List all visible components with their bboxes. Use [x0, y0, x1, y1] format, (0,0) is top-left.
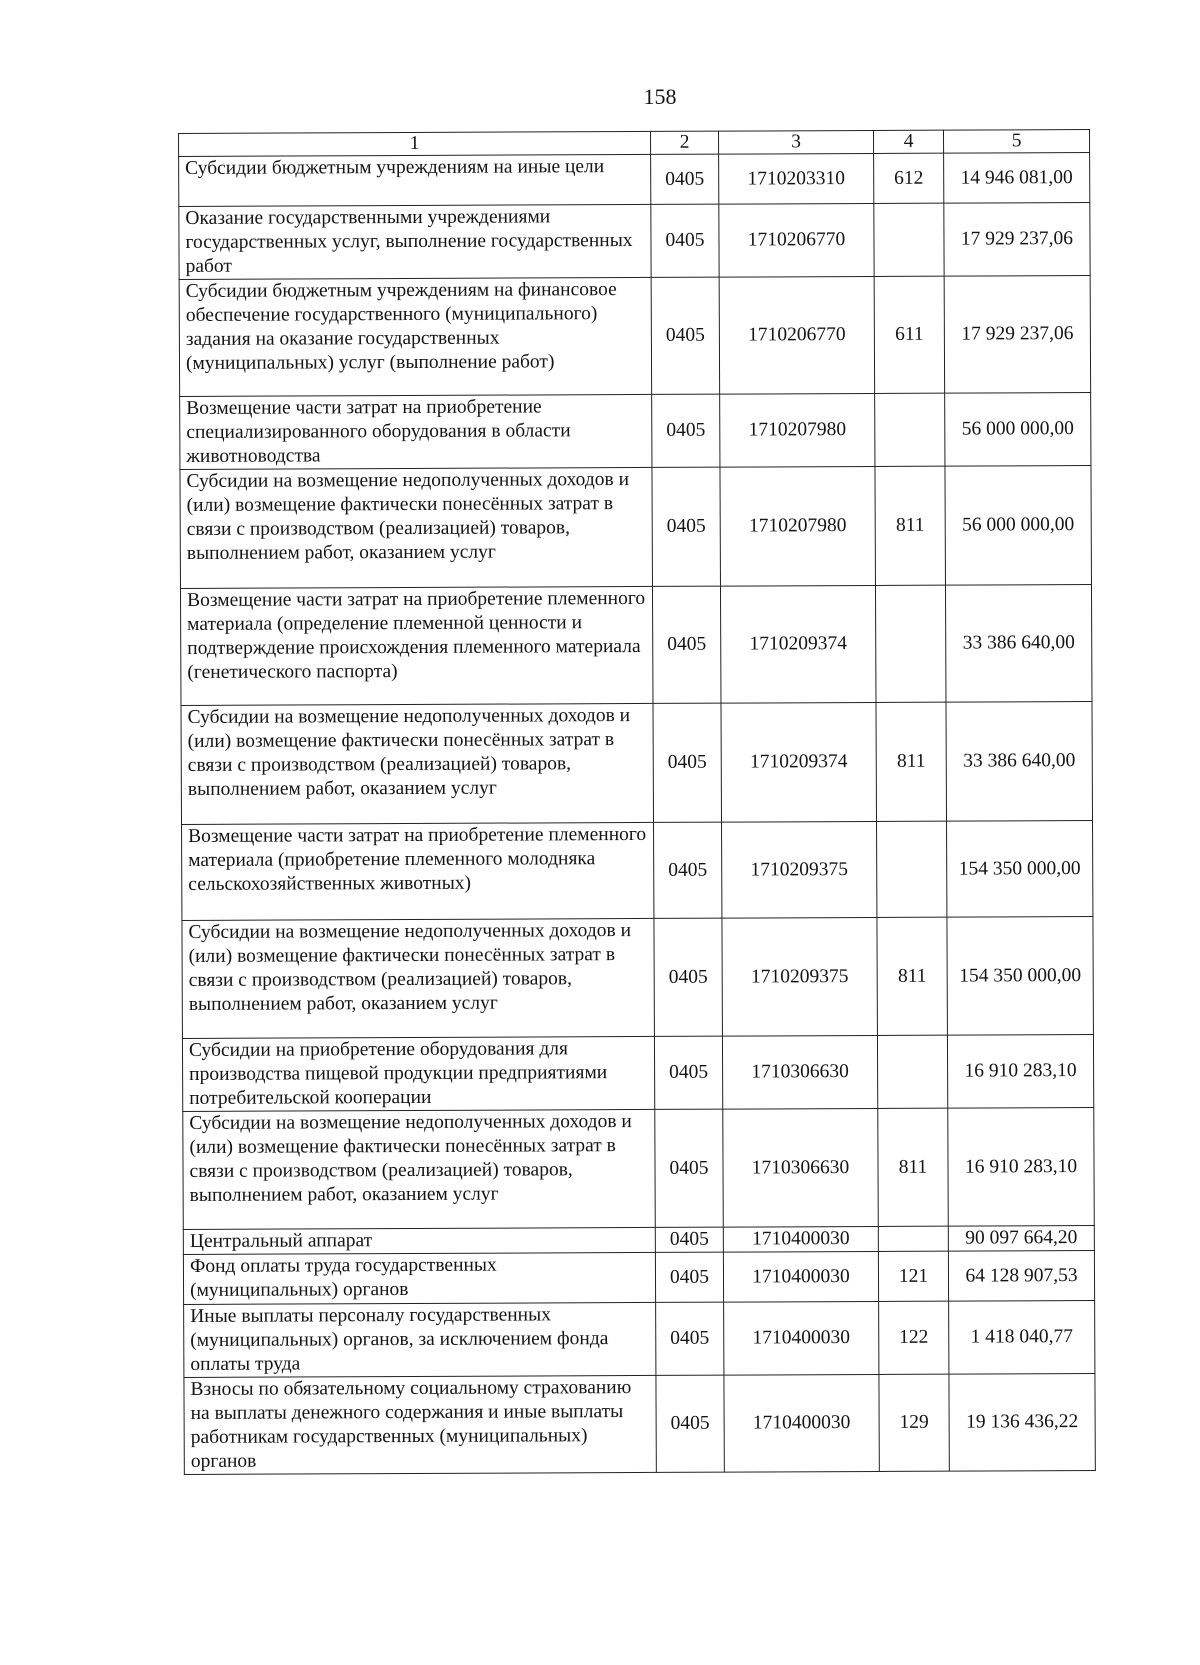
- row-amount: 56 000 000,00: [945, 393, 1091, 467]
- row-name: Взносы по обязательному социальному страхованию на выплаты денежного содержания и иные выплаты работникам государственных (муниципальных) органов: [184, 1375, 656, 1474]
- row-name: Субсидии на приобретение оборудования для производства пищевой продукции предприятиями потребительской кооперации: [182, 1036, 654, 1111]
- header-col-3: 3: [718, 130, 873, 154]
- row-section: 0405: [654, 822, 722, 918]
- row-code: 1710209374: [720, 585, 876, 703]
- row-expense-type: [874, 203, 944, 276]
- row-section: 0405: [653, 703, 722, 822]
- page-number: 158: [643, 84, 677, 109]
- table-row: [180, 466, 1092, 589]
- row-code: 1710207980: [720, 466, 876, 586]
- row-amount: 64 128 907,53: [948, 1251, 1094, 1302]
- row-amount: 1 418 040,77: [949, 1301, 1095, 1375]
- row-amount: 14 946 081,00: [944, 153, 1090, 204]
- table-row: [179, 276, 1091, 397]
- header-col-1: 1: [179, 131, 651, 156]
- row-expense-type: [878, 1226, 948, 1251]
- row-code: 1710206770: [719, 203, 874, 277]
- row-expense-type: 811: [877, 917, 948, 1035]
- row-expense-type: 129: [879, 1374, 949, 1471]
- row-code: 1710306630: [723, 1108, 879, 1227]
- row-amount: 17 929 237,06: [944, 203, 1090, 277]
- row-expense-type: 122: [879, 1301, 949, 1374]
- row-section: 0405: [656, 1375, 724, 1472]
- row-expense-type: 811: [875, 466, 946, 585]
- table-row: [181, 702, 1093, 825]
- row-expense-type: 121: [878, 1251, 948, 1301]
- table-row: [184, 1374, 1095, 1475]
- row-expense-type: 811: [876, 702, 947, 821]
- row-code: 1710400030: [724, 1374, 879, 1472]
- table-row: [180, 393, 1091, 470]
- row-amount: 17 929 237,06: [944, 276, 1091, 394]
- row-section: 0405: [651, 154, 719, 204]
- row-name: Возмещение части затрат на приобретение специализированного оборудования в области животноводства: [180, 394, 652, 469]
- row-section: 0405: [651, 204, 719, 277]
- budget-table: [178, 129, 1096, 1475]
- row-name: Центральный аппарат: [183, 1227, 655, 1254]
- row-code: 1710207980: [720, 393, 875, 467]
- row-section: 0405: [655, 1252, 723, 1302]
- table-row: [182, 917, 1094, 1039]
- table-row: [179, 203, 1090, 280]
- row-code: 1710206770: [719, 276, 875, 394]
- row-expense-type: [875, 393, 945, 466]
- row-section: 0405: [655, 1227, 723, 1252]
- row-amount: 33 386 640,00: [946, 702, 1093, 822]
- row-amount: 56 000 000,00: [945, 466, 1092, 586]
- row-name: Субсидии на возмещение недополученных доходов и (или) возмещение фактически понесённых затрат в связи с производством (реализацией) товаров, выполнением работ, оказанием услуг: [181, 703, 654, 824]
- row-name: Иные выплаты персоналу государственных (муниципальных) органов, за исключением фонда оплаты труда: [184, 1302, 656, 1377]
- row-name: Возмещение части затрат на приобретение племенного материала (определение племенной ценности и подтверждение происхождения племенного материала (генетического паспорта): [180, 586, 653, 705]
- header-col-5: 5: [943, 130, 1089, 154]
- row-section: 0405: [652, 586, 721, 703]
- header-col-4: 4: [873, 130, 943, 153]
- row-section: 0405: [655, 1109, 724, 1227]
- table-row: [179, 153, 1090, 207]
- row-amount: 154 350 000,00: [947, 821, 1093, 918]
- row-name: Субсидии бюджетным учреждениям на иные цели: [179, 154, 651, 206]
- row-amount: 16 910 283,10: [947, 1035, 1093, 1109]
- row-code: 1710209375: [722, 821, 877, 918]
- row-section: 0405: [652, 467, 721, 586]
- row-section: 0405: [656, 1302, 724, 1375]
- table-row: [180, 585, 1092, 706]
- table-row: [183, 1251, 1094, 1305]
- row-expense-type: [877, 1035, 947, 1108]
- row-amount: 154 350 000,00: [947, 917, 1094, 1036]
- row-name: Субсидии на возмещение недополученных доходов и (или) возмещение фактически понесённых затрат в связи с производством (реализацией) товаров, выполнением работ, оказанием услуг: [182, 918, 655, 1038]
- row-code: 1710203310: [719, 153, 874, 204]
- row-name: Оказание государственными учреждениями государственных услуг, выполнение государственных работ: [179, 204, 651, 279]
- row-name: Фонд оплаты труда государственных (муниципальных) органов: [183, 1252, 655, 1304]
- row-expense-type: [875, 585, 946, 702]
- table-row: [182, 821, 1093, 921]
- row-name: Субсидии на возмещение недополученных доходов и (или) возмещение фактически понесённых затрат в связи с производством (реализацией) товаров, выполнением работ, оказанием услуг: [183, 1109, 656, 1229]
- row-section: 0405: [652, 394, 720, 467]
- table-row: [182, 1035, 1093, 1112]
- row-code: 1710400030: [723, 1226, 878, 1252]
- row-amount: 16 910 283,10: [948, 1108, 1095, 1227]
- row-amount: 33 386 640,00: [945, 585, 1092, 703]
- row-code: 1710209374: [721, 702, 877, 822]
- header-col-2: 2: [650, 131, 718, 154]
- row-code: 1710400030: [723, 1251, 878, 1302]
- row-expense-type: 811: [878, 1108, 949, 1226]
- row-name: Субсидии бюджетным учреждениям на финансовое обеспечение государственного (муниципального) задания на оказание государственных (муниципальных) услуг (выполнение работ): [179, 277, 652, 396]
- row-name: Возмещение части затрат на приобретение племенного материала (приобретение племенного молодняка сельскохозяйственных животных): [182, 822, 654, 920]
- row-code: 1710306630: [722, 1035, 877, 1109]
- row-expense-type: [877, 821, 947, 917]
- row-expense-type: 611: [874, 276, 945, 393]
- row-amount: 90 097 664,20: [948, 1226, 1094, 1252]
- row-amount: 19 136 436,22: [949, 1374, 1095, 1472]
- row-code: 1710400030: [724, 1301, 879, 1375]
- row-section: 0405: [654, 1036, 722, 1109]
- row-code: 1710209375: [722, 917, 878, 1036]
- table-body: [179, 153, 1096, 1475]
- row-name: Субсидии на возмещение недополученных доходов и (или) возмещение фактически понесённых затрат в связи с производством (реализацией) товаров, выполнением работ, оказанием услуг: [180, 467, 653, 588]
- table-row: [184, 1301, 1095, 1378]
- row-expense-type: 612: [874, 153, 944, 203]
- row-section: 0405: [654, 918, 723, 1036]
- row-section: 0405: [651, 277, 720, 394]
- table-row: [183, 1108, 1095, 1230]
